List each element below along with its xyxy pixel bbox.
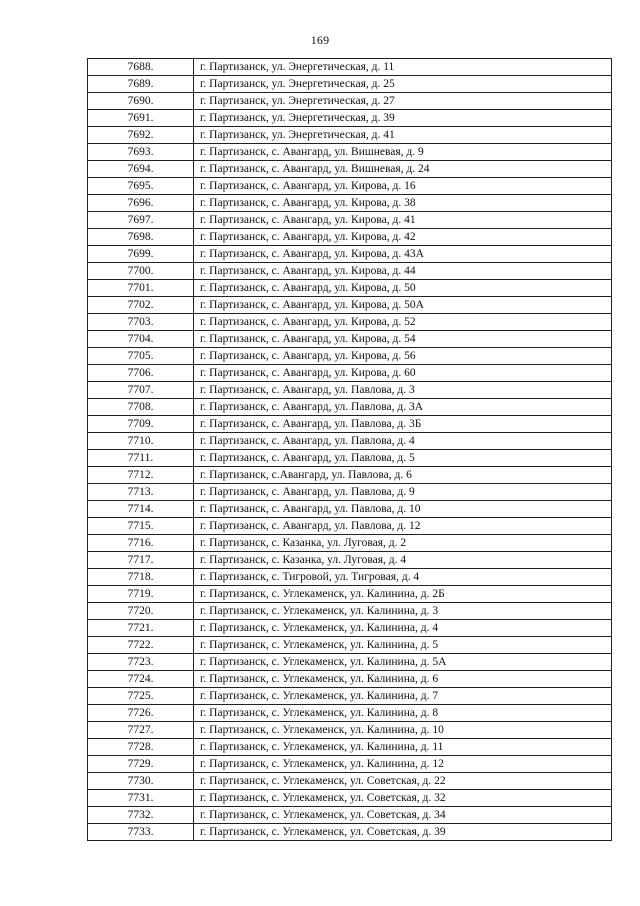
- table-row: [88, 59, 612, 76]
- row-address: г. Партизанск, с. Авангард, ул. Кирова, д. 60: [194, 365, 612, 382]
- row-address: г. Партизанск, с. Углекаменск, ул. Советская, д. 22: [194, 773, 612, 790]
- row-address: г. Партизанск, с. Тигровой, ул. Тигровая, д. 4: [194, 569, 612, 586]
- row-number: 7704.: [88, 331, 194, 348]
- row-number: 7696.: [88, 195, 194, 212]
- row-number: 7716.: [88, 535, 194, 552]
- row-address: г. Партизанск, с. Авангард, ул. Кирова, д. 43А: [194, 246, 612, 263]
- row-address: г. Партизанск, с. Авангард, ул. Кирова, д. 44: [194, 263, 612, 280]
- row-address: г. Партизанск, с. Углекаменск, ул. Калинина, д. 8: [194, 705, 612, 722]
- row-address: г. Партизанск, с. Авангард, ул. Кирова, д. 16: [194, 178, 612, 195]
- table-row: [88, 569, 612, 586]
- address-table: [87, 58, 612, 841]
- table-row: [88, 178, 612, 195]
- row-number: 7711.: [88, 450, 194, 467]
- table-row: [88, 654, 612, 671]
- row-number: 7732.: [88, 807, 194, 824]
- table-row: [88, 739, 612, 756]
- row-address: г. Партизанск, с. Казанка, ул. Луговая, д. 4: [194, 552, 612, 569]
- row-number: 7712.: [88, 467, 194, 484]
- table-row: [88, 705, 612, 722]
- row-address: г. Партизанск, с. Авангард, ул. Кирова, д. 38: [194, 195, 612, 212]
- row-number: 7691.: [88, 110, 194, 127]
- table-row: [88, 93, 612, 110]
- page-number: 169: [310, 33, 330, 47]
- row-number: 7715.: [88, 518, 194, 535]
- row-number: 7692.: [88, 127, 194, 144]
- row-address: г. Партизанск, с. Углекаменск, ул. Калинина, д. 5: [194, 637, 612, 654]
- row-address: г. Партизанск, с. Углекаменск, ул. Калинина, д. 3: [194, 603, 612, 620]
- row-address: г. Партизанск, ул. Энергетическая, д. 27: [194, 93, 612, 110]
- row-address: г. Партизанск, с. Углекаменск, ул. Калинина, д. 7: [194, 688, 612, 705]
- row-number: 7697.: [88, 212, 194, 229]
- row-address: г. Партизанск, с. Авангард, ул. Павлова, д. 4: [194, 433, 612, 450]
- row-number: 7720.: [88, 603, 194, 620]
- row-number: 7731.: [88, 790, 194, 807]
- address-table-body: [88, 59, 612, 841]
- row-number: 7690.: [88, 93, 194, 110]
- row-address: г. Партизанск, с. Углекаменск, ул. Калинина, д. 11: [194, 739, 612, 756]
- row-address: г. Партизанск, с. Углекаменск, ул. Советская, д. 39: [194, 824, 612, 841]
- row-address: г. Партизанск, с. Авангард, ул. Вишневая, д. 9: [194, 144, 612, 161]
- row-number: 7723.: [88, 654, 194, 671]
- row-number: 7700.: [88, 263, 194, 280]
- table-row: [88, 484, 612, 501]
- table-row: [88, 144, 612, 161]
- row-address: г. Партизанск, ул. Энергетическая, д. 39: [194, 110, 612, 127]
- table-row: [88, 280, 612, 297]
- table-row: [88, 535, 612, 552]
- row-number: 7702.: [88, 297, 194, 314]
- row-address: г. Партизанск, с. Углекаменск, ул. Советская, д. 32: [194, 790, 612, 807]
- row-number: 7688.: [88, 59, 194, 76]
- table-row: [88, 603, 612, 620]
- row-address: г. Партизанск, с. Авангард, ул. Кирова, д. 42: [194, 229, 612, 246]
- table-row: [88, 501, 612, 518]
- row-address: г. Партизанск, ул. Энергетическая, д. 25: [194, 76, 612, 93]
- row-number: 7709.: [88, 416, 194, 433]
- table-row: [88, 365, 612, 382]
- table-row: [88, 552, 612, 569]
- row-address: г. Партизанск, с. Авангард, ул. Кирова, д. 52: [194, 314, 612, 331]
- table-row: [88, 756, 612, 773]
- table-row: [88, 433, 612, 450]
- row-address: г. Партизанск, ул. Энергетическая, д. 41: [194, 127, 612, 144]
- row-number: 7730.: [88, 773, 194, 790]
- table-row: [88, 212, 612, 229]
- table-row: [88, 76, 612, 93]
- table-row: [88, 807, 612, 824]
- row-address: г. Партизанск, ул. Энергетическая, д. 11: [194, 59, 612, 76]
- row-address: г. Партизанск, с. Авангард, ул. Кирова, д. 56: [194, 348, 612, 365]
- row-address: г. Партизанск, с. Авангард, ул. Павлова, д. 9: [194, 484, 612, 501]
- row-number: 7708.: [88, 399, 194, 416]
- table-row: [88, 297, 612, 314]
- row-address: г. Партизанск, с. Авангард, ул. Кирова, д. 54: [194, 331, 612, 348]
- table-row: [88, 518, 612, 535]
- table-row: [88, 450, 612, 467]
- row-number: 7725.: [88, 688, 194, 705]
- table-row: [88, 246, 612, 263]
- row-number: 7694.: [88, 161, 194, 178]
- row-address: г. Партизанск, с. Углекаменск, ул. Калинина, д. 12: [194, 756, 612, 773]
- row-number: 7695.: [88, 178, 194, 195]
- row-number: 7689.: [88, 76, 194, 93]
- row-address: г. Партизанск, с. Авангард, ул. Кирова, д. 50: [194, 280, 612, 297]
- row-number: 7719.: [88, 586, 194, 603]
- row-number: 7714.: [88, 501, 194, 518]
- table-row: [88, 229, 612, 246]
- table-row: [88, 467, 612, 484]
- row-number: 7724.: [88, 671, 194, 688]
- row-address: г. Партизанск, с. Казанка, ул. Луговая, д. 2: [194, 535, 612, 552]
- table-row: [88, 671, 612, 688]
- table-row: [88, 773, 612, 790]
- table-row: [88, 331, 612, 348]
- row-address: г. Партизанск, с. Авангард, ул. Павлова, д. 10: [194, 501, 612, 518]
- row-address: г. Партизанск, с. Авангард, ул. Павлова, д. 5: [194, 450, 612, 467]
- table-row: [88, 637, 612, 654]
- table-row: [88, 688, 612, 705]
- table-row: [88, 110, 612, 127]
- table-row: [88, 263, 612, 280]
- row-number: 7710.: [88, 433, 194, 450]
- row-address: г. Партизанск, с.Авангард, ул. Павлова, д. 6: [194, 467, 612, 484]
- row-number: 7727.: [88, 722, 194, 739]
- row-number: 7705.: [88, 348, 194, 365]
- row-address: г. Партизанск, с. Углекаменск, ул. Калинина, д. 10: [194, 722, 612, 739]
- row-number: 7717.: [88, 552, 194, 569]
- row-address: г. Партизанск, с. Углекаменск, ул. Калинина, д. 6: [194, 671, 612, 688]
- table-row: [88, 127, 612, 144]
- row-address: г. Партизанск, с. Авангард, ул. Павлова, д. 12: [194, 518, 612, 535]
- table-row: [88, 382, 612, 399]
- table-row: [88, 586, 612, 603]
- row-address: г. Партизанск, с. Углекаменск, ул. Советская, д. 34: [194, 807, 612, 824]
- row-number: 7733.: [88, 824, 194, 841]
- row-number: 7698.: [88, 229, 194, 246]
- row-number: 7726.: [88, 705, 194, 722]
- table-row: [88, 399, 612, 416]
- table-row: [88, 416, 612, 433]
- row-address: г. Партизанск, с. Авангард, ул. Кирова, д. 41: [194, 212, 612, 229]
- row-number: 7713.: [88, 484, 194, 501]
- table-row: [88, 790, 612, 807]
- table-row: [88, 722, 612, 739]
- table-row: [88, 348, 612, 365]
- row-number: 7707.: [88, 382, 194, 399]
- row-address: г. Партизанск, с. Углекаменск, ул. Калинина, д. 2Б: [194, 586, 612, 603]
- row-address: г. Партизанск, с. Авангард, ул. Вишневая, д. 24: [194, 161, 612, 178]
- row-address: г. Партизанск, с. Авангард, ул. Павлова, д. 3: [194, 382, 612, 399]
- row-number: 7699.: [88, 246, 194, 263]
- row-address: г. Партизанск, с. Авангард, ул. Кирова, д. 50А: [194, 297, 612, 314]
- table-row: [88, 620, 612, 637]
- row-address: г. Партизанск, с. Углекаменск, ул. Калинина, д. 4: [194, 620, 612, 637]
- row-number: 7703.: [88, 314, 194, 331]
- row-number: 7701.: [88, 280, 194, 297]
- table-row: [88, 195, 612, 212]
- row-number: 7728.: [88, 739, 194, 756]
- row-number: 7722.: [88, 637, 194, 654]
- row-number: 7721.: [88, 620, 194, 637]
- table-row: [88, 161, 612, 178]
- row-number: 7693.: [88, 144, 194, 161]
- row-address: г. Партизанск, с. Углекаменск, ул. Калинина, д. 5А: [194, 654, 612, 671]
- table-row: [88, 824, 612, 841]
- table-row: [88, 314, 612, 331]
- row-number: 7729.: [88, 756, 194, 773]
- row-address: г. Партизанск, с. Авангард, ул. Павлова, д. 3А: [194, 399, 612, 416]
- row-number: 7718.: [88, 569, 194, 586]
- row-number: 7706.: [88, 365, 194, 382]
- row-address: г. Партизанск, с. Авангард, ул. Павлова, д. 3Б: [194, 416, 612, 433]
